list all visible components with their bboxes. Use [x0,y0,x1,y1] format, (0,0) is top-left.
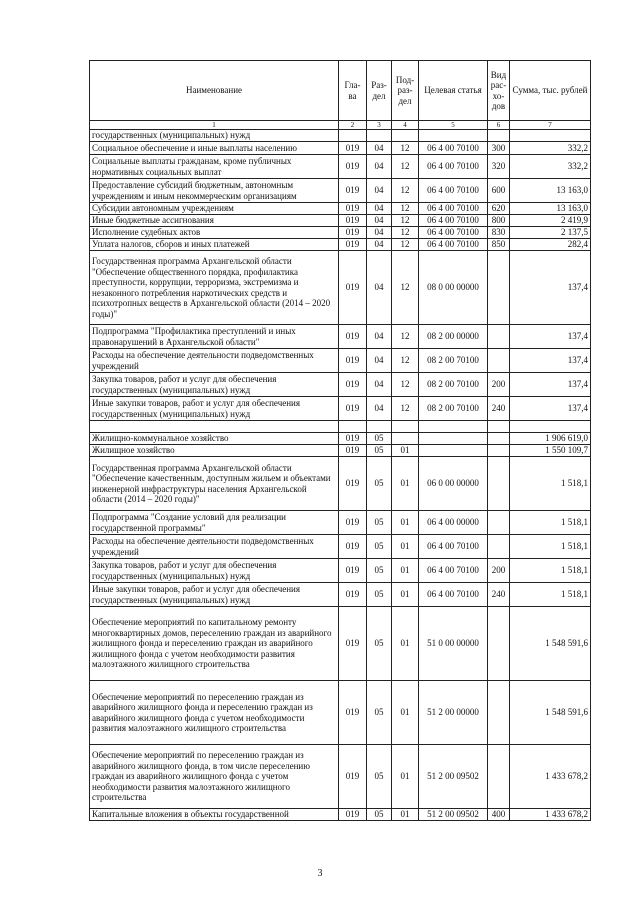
row-target: 08 2 00 70100 [419,349,488,373]
row-sum: 1 548 591,6 [510,607,591,681]
row-sum: 1 518,1 [510,511,591,535]
row-glava: 019 [339,607,367,681]
column-number-row [90,121,591,130]
row-glava: 019 [339,373,367,397]
header-row [90,61,591,121]
row-name: Капитальные вложения в объекты государственной [90,809,339,821]
row-target: 08 0 00 00000 [419,251,488,325]
row-vid: 200 [488,373,510,397]
row-podrazdel: 12 [392,215,419,227]
row-target [419,433,488,445]
column-number: 7 [510,121,591,130]
row-vid [488,251,510,325]
table-row [90,397,591,421]
row-glava: 019 [339,681,367,745]
row-glava: 019 [339,251,367,325]
row-sum: 1 550 109,7 [510,445,591,457]
table-row [90,239,591,251]
row-glava: 019 [339,535,367,559]
row-name: Обеспечение мероприятий по переселению граждан из аварийного жилищного фонда и переселению граждан из аварийного жилищного фонда с учетом необходимости развития малоэтажного жилищного строительства [90,681,339,745]
row-sum: 282,4 [510,239,591,251]
row-razdel: 05 [367,535,392,559]
table-row [90,373,591,397]
row-glava: 019 [339,397,367,421]
table-row [90,349,591,373]
table-row [90,251,591,325]
row-razdel: 04 [367,239,392,251]
column-number: 3 [367,121,392,130]
row-name: Расходы на обеспечение деятельности подведомственных учреждений [90,535,339,559]
table-row [90,433,591,445]
row-vid: 240 [488,397,510,421]
header-name: Наименование [90,61,339,121]
row-target [419,421,488,433]
row-glava: 019 [339,457,367,511]
table-row [90,607,591,681]
table-row [90,155,591,179]
row-name: Жилищное хозяйство [90,445,339,457]
row-razdel: 04 [367,349,392,373]
row-sum: 137,4 [510,373,591,397]
row-podrazdel: 12 [392,155,419,179]
row-vid: 850 [488,239,510,251]
row-sum: 2 137,5 [510,227,591,239]
row-glava: 019 [339,325,367,349]
row-podrazdel: 12 [392,373,419,397]
row-name: Подпрограмма "Создание условий для реализации государственной программы" [90,511,339,535]
row-razdel: 04 [367,179,392,203]
row-podrazdel: 01 [392,445,419,457]
row-name: Иные бюджетные ассигнования [90,215,339,227]
row-sum: 137,4 [510,349,591,373]
row-name: Подпрограмма "Профилактика преступлений и иных правонарушений в Архангельской области" [90,325,339,349]
row-vid [488,745,510,809]
row-podrazdel: 12 [392,142,419,155]
table-row [90,445,591,457]
row-glava: 019 [339,203,367,215]
row-podrazdel: 01 [392,681,419,745]
row-podrazdel: 01 [392,607,419,681]
row-target: 08 2 00 70100 [419,373,488,397]
row-razdel [367,421,392,433]
column-number: 6 [488,121,510,130]
row-podrazdel [392,433,419,445]
row-vid: 300 [488,142,510,155]
header-razdel: Раз-дел [367,61,392,121]
row-target: 08 2 00 70100 [419,397,488,421]
row-glava: 019 [339,433,367,445]
table-row [90,583,591,607]
row-podrazdel: 12 [392,203,419,215]
row-podrazdel: 12 [392,397,419,421]
row-glava: 019 [339,511,367,535]
row-vid [488,325,510,349]
row-name: Государственная программа Архангельской области "Обеспечение качественным, доступным жильем и объектами инженерной инфраструктуры населения Архангельской области (2014 – 2020 годы)" [90,457,339,511]
header-podrazdel: Под-раз-дел [392,61,419,121]
row-vid [488,433,510,445]
row-name: Обеспечение мероприятий по переселению граждан из аварийного жилищного фонда, в том числе переселению граждан из аварийного жилищного фонда с учетом необходимости развития малоэтажного жилищного строительства [90,745,339,809]
row-target: 06 4 00 70100 [419,203,488,215]
row-razdel: 05 [367,809,392,821]
row-razdel: 04 [367,155,392,179]
row-name: Обеспечение мероприятий по капитальному ремонту многоквартирных домов, переселению граждан из аварийного жилищного фонда и переселению граждан из аварийного жилищного фонда с учетом необходимости развития малоэтажного жилищного строительства [90,607,339,681]
table-row [90,745,591,809]
table-row [90,809,591,821]
row-razdel: 05 [367,681,392,745]
row-podrazdel: 12 [392,325,419,349]
row-glava: 019 [339,239,367,251]
row-name: Социальные выплаты гражданам, кроме публичных нормативных социальных выплат [90,155,339,179]
header-sum: Сумма, тыс. рублей [510,61,591,121]
row-razdel: 04 [367,251,392,325]
row-target: 06 4 00 70100 [419,227,488,239]
table-row [90,227,591,239]
row-sum: 2 419,9 [510,215,591,227]
table-row [90,179,591,203]
column-number: 2 [339,121,367,130]
row-vid: 830 [488,227,510,239]
row-razdel: 04 [367,142,392,155]
row-razdel: 05 [367,511,392,535]
row-razdel: 04 [367,203,392,215]
budget-table [89,60,591,821]
table-row [90,142,591,155]
table-row [90,215,591,227]
header-vid: Вид рас-хо-дов [488,61,510,121]
row-target: 06 4 00 70100 [419,583,488,607]
row-vid [488,349,510,373]
table-row [90,325,591,349]
table-row [90,421,591,433]
table-body [90,130,591,821]
row-vid: 600 [488,179,510,203]
row-sum: 1 518,1 [510,535,591,559]
row-razdel: 05 [367,457,392,511]
row-podrazdel: 01 [392,457,419,511]
row-name: Иные закупки товаров, работ и услуг для обеспечения государственных (муниципальных) нужд [90,583,339,607]
row-vid [488,511,510,535]
row-target: 51 2 00 09502 [419,745,488,809]
row-podrazdel: 01 [392,559,419,583]
table-row [90,457,591,511]
row-sum: 137,4 [510,325,591,349]
row-podrazdel: 12 [392,179,419,203]
row-sum [510,421,591,433]
column-number: 5 [419,121,488,130]
row-sum: 137,4 [510,397,591,421]
row-sum: 1 433 678,2 [510,745,591,809]
row-target [419,445,488,457]
row-vid: 200 [488,559,510,583]
row-vid [488,130,510,142]
row-podrazdel: 01 [392,745,419,809]
row-sum: 1 518,1 [510,583,591,607]
row-razdel: 04 [367,325,392,349]
row-target: 06 0 00 00000 [419,457,488,511]
row-name: Социальное обеспечение и иные выплаты населению [90,142,339,155]
header-glava: Гла-ва [339,61,367,121]
row-target: 06 4 00 70100 [419,155,488,179]
row-sum: 137,4 [510,251,591,325]
row-razdel: 05 [367,607,392,681]
row-glava [339,130,367,142]
row-razdel: 04 [367,227,392,239]
row-glava: 019 [339,583,367,607]
row-podrazdel: 12 [392,239,419,251]
row-vid [488,607,510,681]
row-name: Иные закупки товаров, работ и услуг для обеспечения государственных (муниципальных) нужд [90,397,339,421]
row-target: 06 4 00 70100 [419,559,488,583]
row-vid [488,421,510,433]
row-podrazdel: 01 [392,583,419,607]
row-name: государственных (муниципальных) нужд [90,130,339,142]
row-razdel: 04 [367,373,392,397]
row-razdel [367,130,392,142]
row-glava: 019 [339,179,367,203]
row-podrazdel: 01 [392,511,419,535]
table-row [90,535,591,559]
row-glava: 019 [339,215,367,227]
row-razdel: 05 [367,583,392,607]
row-name: Расходы на обеспечение деятельности подведомственных учреждений [90,349,339,373]
row-name: Предоставление субсидий бюджетным, автономным учреждениям и иным некоммерческим организациям [90,179,339,203]
row-razdel: 05 [367,445,392,457]
row-name: Уплата налогов, сборов и иных платежей [90,239,339,251]
row-razdel: 05 [367,745,392,809]
row-vid: 320 [488,155,510,179]
row-glava: 019 [339,349,367,373]
row-target: 06 4 00 70100 [419,535,488,559]
row-target: 51 2 00 09502 [419,809,488,821]
row-podrazdel [392,421,419,433]
table-row [90,203,591,215]
row-sum: 332,2 [510,142,591,155]
table-row [90,511,591,535]
row-podrazdel: 01 [392,535,419,559]
row-glava: 019 [339,809,367,821]
row-target: 08 2 00 00000 [419,325,488,349]
row-podrazdel: 12 [392,349,419,373]
row-target: 06 4 00 70100 [419,142,488,155]
row-name: Государственная программа Архангельской области "Обеспечение общественного порядка, профилактика преступности, коррупции, терроризма, экстремизма и незаконного потребления наркотических средств и психотропных веществ в Архангельской области (2014 – 2020 годы)" [90,251,339,325]
row-sum: 13 163,0 [510,179,591,203]
row-name: Закупка товаров, работ и услуг для обеспечения государственных (муниципальных) нужд [90,373,339,397]
table-row [90,681,591,745]
page-number: 3 [317,868,323,879]
row-name: Исполнение судебных актов [90,227,339,239]
row-razdel: 05 [367,433,392,445]
row-name: Закупка товаров, работ и услуг для обеспечения государственных (муниципальных) нужд [90,559,339,583]
row-podrazdel [392,130,419,142]
row-sum: 1 518,1 [510,457,591,511]
row-razdel: 04 [367,397,392,421]
row-vid [488,681,510,745]
row-glava: 019 [339,745,367,809]
row-vid: 620 [488,203,510,215]
row-target: 51 0 00 00000 [419,607,488,681]
row-vid: 400 [488,809,510,821]
row-podrazdel: 12 [392,227,419,239]
row-sum: 1 518,1 [510,559,591,583]
row-sum: 1 548 591,6 [510,681,591,745]
row-sum: 1 906 619,0 [510,433,591,445]
row-glava: 019 [339,155,367,179]
column-number: 4 [392,121,419,130]
row-podrazdel: 01 [392,809,419,821]
row-vid [488,535,510,559]
row-glava [339,421,367,433]
table-row [90,559,591,583]
row-glava: 019 [339,445,367,457]
row-sum: 13 163,0 [510,203,591,215]
row-target [419,130,488,142]
row-razdel: 04 [367,215,392,227]
row-name [90,421,339,433]
row-target: 06 4 00 00000 [419,511,488,535]
row-glava: 019 [339,559,367,583]
row-glava: 019 [339,227,367,239]
row-vid: 240 [488,583,510,607]
row-razdel: 05 [367,559,392,583]
row-sum [510,130,591,142]
column-number: 1 [90,121,339,130]
table-row [90,130,591,142]
row-name: Жилищно-коммунальное хозяйство [90,433,339,445]
row-sum: 332,2 [510,155,591,179]
row-vid [488,457,510,511]
row-target: 06 4 00 70100 [419,239,488,251]
row-name: Субсидии автономным учреждениям [90,203,339,215]
row-target: 06 4 00 70100 [419,215,488,227]
row-target: 06 4 00 70100 [419,179,488,203]
row-podrazdel: 12 [392,251,419,325]
row-vid: 800 [488,215,510,227]
row-glava: 019 [339,142,367,155]
header-target: Целевая статья [419,61,488,121]
row-vid [488,445,510,457]
row-sum: 1 433 678,2 [510,809,591,821]
row-target: 51 2 00 00000 [419,681,488,745]
